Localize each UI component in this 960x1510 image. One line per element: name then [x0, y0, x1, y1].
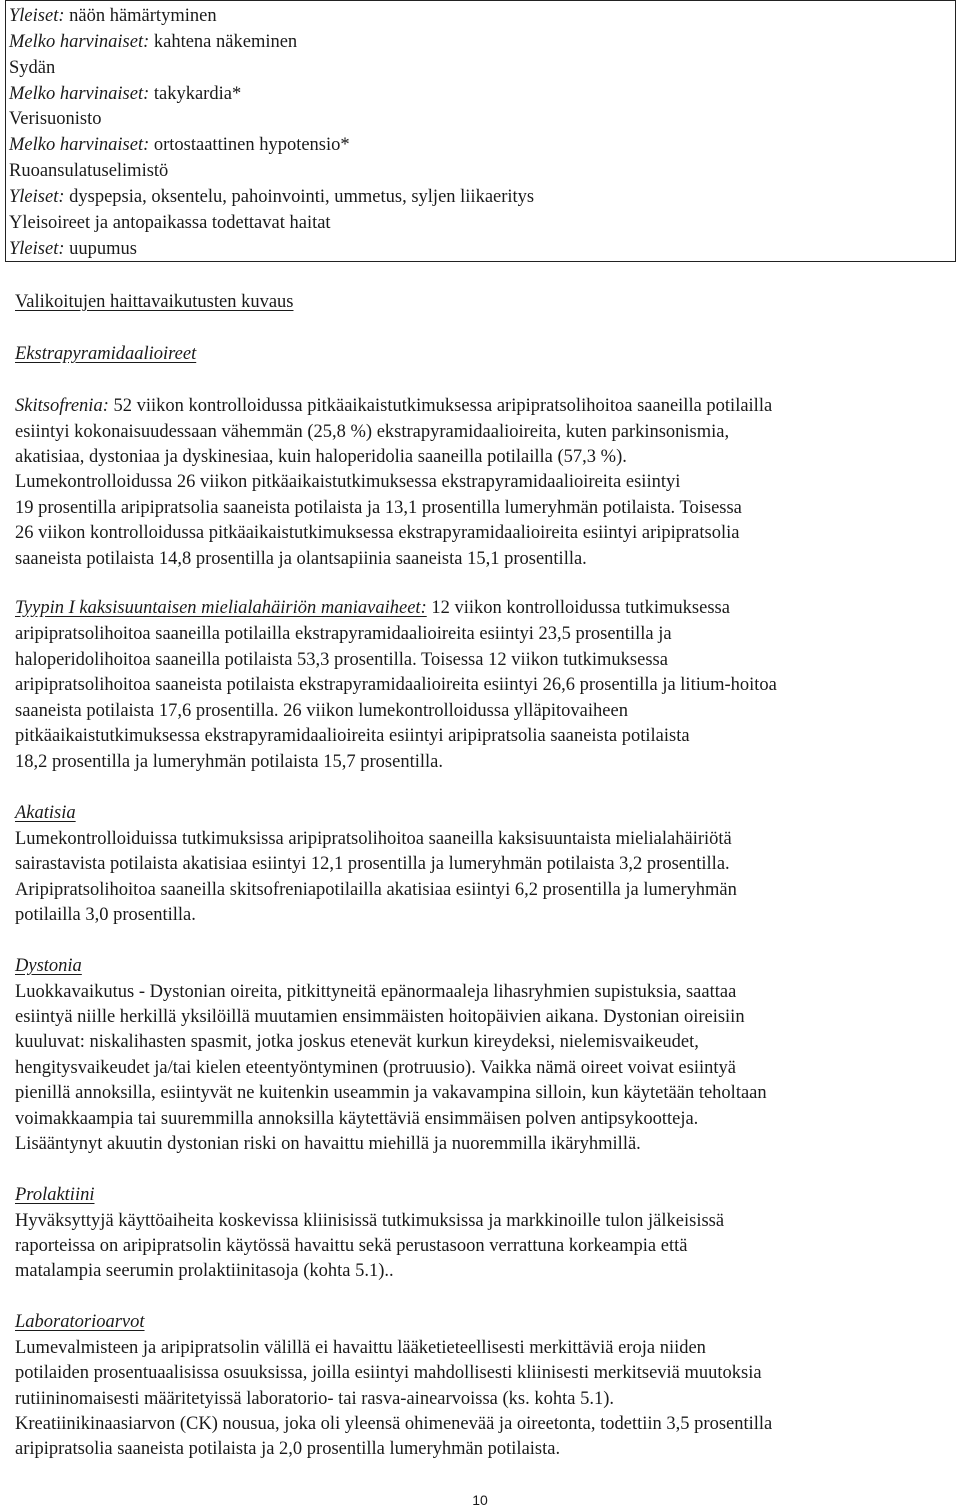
table-row: Yleiset: uupumus	[9, 239, 137, 259]
prolaktiini-heading: Prolaktiini	[15, 1185, 95, 1205]
text-line: Kreatiinikinaasiarvon (CK) nousua, joka oli yleensä ohimenevää ja oireetonta, todettiin 3,5 prosentilla	[15, 1414, 773, 1434]
text-line: aripipratsolihoitoa saaneilla potilailla ekstrapyramidaalioireita esiintyi 23,5 prosentilla ja	[15, 624, 672, 644]
text-line: saaneista potilaista 17,6 prosentilla. 26 viikon lumekontrolloidussa ylläpitovaiheen	[15, 701, 628, 721]
text-line: pienillä annoksilla, esiintyvät ne kuitenkin useammin ja vakavampina silloin, kun käytetään teholtaan	[15, 1083, 767, 1103]
table-row: Melko harvinaiset: ortostaattinen hypotensio*	[9, 135, 350, 155]
text-line: potilaiden prosentuaalisissa osuuksissa, joilla esiintyi mahdollisesti kliinisesti merkitseviä muutoksia	[15, 1363, 762, 1383]
text-line: kuuluvat: niskalihasten spasmit, jotka joskus etenevät kurkun kireydeksi, nielemisvaikeudet,	[15, 1032, 699, 1052]
text-line: Tyypin I kaksisuuntaisen mielialahäiriön maniavaiheet: 12 viikon kontrolloidussa tutkimuksessa	[15, 598, 730, 618]
laboratorio-heading: Laboratorioarvot	[15, 1312, 145, 1332]
text-line: potilailla 3,0 prosentilla.	[15, 905, 196, 925]
text-line: esiintyi kokonaisuudessaan vähemmän (25,8 %) ekstrapyramidaalioireita, kuten parkinsonismia,	[15, 422, 730, 442]
text-line: voimakkaampia tai suuremmilla annoksilla käytettäviä ensimmäisen polven antipsykootteja.	[15, 1109, 699, 1129]
text-line: 19 prosentilla aripipratsolia saaneista potilaista ja 13,1 prosentilla lumeryhmän potilaista. Toisessa	[15, 498, 742, 518]
table-row: Yleiset: dyspepsia, oksentelu, pahoinvointi, ummetus, syljen liikaeritys	[9, 187, 535, 207]
text-line: rutiininomaisesti määritetyissä laboratorio- tai rasva-ainearvoissa (ks. kohta 5.1).	[15, 1389, 615, 1409]
text-line: Skitsofrenia: 52 viikon kontrolloidussa pitkäaikaistutkimuksessa aripipratsolihoitoa saaneilla potilailla	[15, 396, 773, 416]
page-number: 10	[472, 1492, 488, 1508]
text-line: Hyväksyttyjä käyttöaiheita koskevissa kliinisissä tutkimuksissa ja markkinoille tulon jälkeisissä	[15, 1211, 725, 1231]
text-line: Lumevalmisteen ja aripipratsolin välillä ei havaittu lääketieteellisesti merkittäviä eroja niiden	[15, 1338, 706, 1358]
text-line: matalampia seerumin prolaktiinitasoja (kohta 5.1)..	[15, 1261, 394, 1281]
table-row: Melko harvinaiset: kahtena näkeminen	[9, 32, 298, 52]
table-row: Ruoansulatuselimistö	[9, 161, 169, 181]
text-line: pitkäaikaistutkimuksessa ekstrapyramidaalioireita esiintyi aripipratsolia saaneista potilaista	[15, 726, 690, 746]
table-row: Melko harvinaiset: takykardia*	[9, 84, 242, 104]
table-row: Verisuonisto	[9, 109, 102, 129]
akatisia-heading: Akatisia	[15, 803, 76, 823]
text-line: esiintyä niille herkillä yksilöillä muutamien ensimmäisten hoitopäivien aikana. Dystonian oireisiin	[15, 1007, 745, 1027]
section-title: Valikoitujen haittavaikutusten kuvaus	[15, 292, 294, 312]
text-line: Lumekontrolloiduissa tutkimuksissa aripipratsolihoitoa saaneilla kaksisuuntaista mielialahäiriötä	[15, 829, 732, 849]
text-line: Luokkavaikutus - Dystonian oireita, pitkittyneitä epänormaaleja lihasryhmien supistuksia, saattaa	[15, 982, 737, 1002]
table-row: Sydän	[9, 58, 56, 78]
table-row: Yleisoireet ja antopaikassa todettavat haitat	[9, 213, 331, 233]
text-line: sairastavista potilaista akatisiaa esiintyi 12,1 prosentilla ja lumeryhmän potilaista 3,2 prosentilla.	[15, 854, 730, 874]
text-line: Lisääntynyt akuutin dystonian riski on havaittu miehillä ja nuoremmilla ikäryhmillä.	[15, 1134, 641, 1154]
table-row: Yleiset: näön hämärtyminen	[9, 6, 217, 26]
text-line: Lumekontrolloidussa 26 viikon pitkäaikaistutkimuksessa ekstrapyramidaalioireita esiintyi	[15, 472, 681, 492]
text-line: aripipratsolihoitoa saaneista potilaista ekstrapyramidaalioireita esiintyi 26,6 prosentilla ja litium-hoitoa	[15, 675, 777, 695]
text-line: hengitysvaikeudet ja/tai kielen eteentyöntyminen (protruusio). Vaikka nämä oireet voivat esiintyä	[15, 1058, 736, 1078]
text-line: saaneista potilaista 14,8 prosentilla ja olantsapiinia saaneista 15,1 prosentilla.	[15, 549, 587, 569]
eps-heading: Ekstrapyramidaalioireet	[15, 344, 197, 364]
dystonia-heading: Dystonia	[15, 956, 82, 976]
text-line: haloperidolihoitoa saaneilla potilaista 53,3 prosentilla. Toisessa 12 viikon tutkimuksessa	[15, 650, 668, 670]
text-line: Aripipratsolihoitoa saaneilla skitsofreniapotilailla akatisiaa esiintyi 6,2 prosentilla ja lumeryhmän	[15, 880, 737, 900]
text-line: raporteissa on aripipratsolin käytössä havaittu sekä perustasoon verrattuna korkeampia että	[15, 1236, 688, 1256]
text-line: 18,2 prosentilla ja lumeryhmän potilaista 15,7 prosentilla.	[15, 752, 443, 772]
text-line: akatisiaa, dystoniaa ja dyskinesiaa, kuin haloperidolia saaneilla potilailla (57,3 %).	[15, 447, 627, 467]
text-line: aripipratsolia saaneista potilaista ja 2,0 prosentilla lumeryhmän potilaista.	[15, 1439, 561, 1459]
text-line: 26 viikon kontrolloidussa pitkäaikaistutkimuksessa ekstrapyramidaalioireita esiintyi aripipratsolia	[15, 523, 740, 543]
